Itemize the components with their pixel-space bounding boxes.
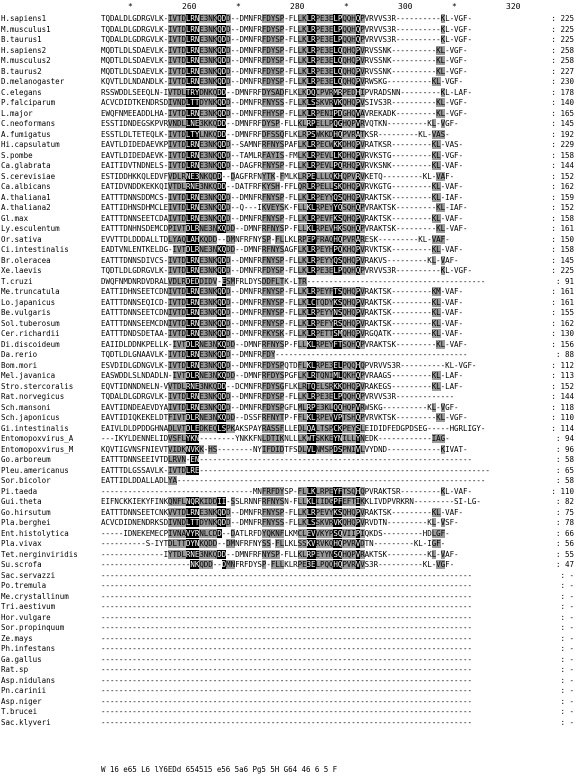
alignment-block [0,14,576,728]
residue-count: : - [560,675,574,685]
species-name: Tri.aestivum [1,602,56,611]
residue-count: : 140 [551,98,574,107]
residue-count: : - [560,717,574,727]
alignment-row [0,266,576,277]
alignment-row [0,151,576,162]
residue-count: : 114 [551,423,574,433]
alignment-row [0,424,576,435]
sequence-residues: TQDTLDLGDRGVLK-IVTDLRNE3NKQDD--DMNFRFDYSP-FLLKLRPE3ELPQQHQPVRVVS3R----------KL-VGF- [101,266,472,275]
alignment-row [0,403,576,414]
alignment-row [0,655,576,666]
sequence-residues: TQDALDLGDRGVLK-IVTDLRNE3NKQDD--DMNFRFDYSP-FLLKLRPE3ELPQQHQPVRVVS3R------------- [101,392,455,401]
residue-count: : - [560,602,574,611]
species-name: Ca.albicans [1,182,51,191]
residue-count: : - [560,581,574,590]
species-name: Stro.stercoralis [1,381,74,391]
sequence-residues: EATTTDNNSEETCDAIVTDLRNE3NKQDD--DMNFRFNYSP-FLLKLRPEVFKSQHQPVRAKTSK---------KL-VAF- [101,213,463,223]
alignment-row [0,371,576,382]
species-name: Ga.gallus [1,654,42,664]
residue-count: : - [560,707,574,716]
species-name: Gui.theta [1,497,42,506]
residue-count: : 258 [551,45,574,55]
residue-count: : 82 [555,497,574,506]
sequence-residues: EATTTDNNSEETCDNIVTDLRNE3NKQDD--DMNFRFNYSP-FLLKLRPEYYNSQHQPVRAKTSK---------KL-VAF- [101,308,463,317]
sequence-residues: ACVCDIDNENDRKSDIVNDLTTDYNKQDD--DMNFRFNYSS-FLLKLSSKVRVKQHQPVRVDTN---------KL-VSF- [101,518,459,527]
sequence-residues: EAVTLDIDEDAEVK-IVTDLRNE3NKQDD--TAMLRFAYIS-FMLKLRPEVLLKDHQPVRVKSTG---------KL-VGF- [101,150,463,160]
ruler-mark: * [128,2,133,11]
species-name: A.thaliana2 [1,203,51,212]
sequence-residues: EASWDDLSLNDADLN-IVTDLRNE3NKQDD--DMNFRFDYSPGFLKLRTQNIMLQKHQPVRAAGS---------KL-LAF- [101,371,463,380]
consensus-sequence: W 16 e65 L6 lY6EDd 654515 e56 5a6 Pg5 5H G64 46 6 5 F [101,765,338,774]
species-name: H.sapiens2 [1,45,47,55]
species-name: M.musculus1 [1,24,51,34]
sequence-residues: ----------------------------------------------------------------------------------- [101,707,472,716]
alignment-row [0,193,576,204]
alignment-row [0,518,576,529]
species-name: Me.truncatula [1,287,60,296]
alignment-row [0,581,576,592]
residue-count: : 152 [551,171,574,181]
residue-count: : 258 [551,56,574,65]
species-name: C.elegans [1,87,42,97]
sequence-residues: ESSTLDLTETEQLK-IVTDLTYLNKQDD--DMNFRFDFSSQFLKLRPSWKKDHQPVRATKSR---------KL-VAS- [101,129,450,139]
species-name: Or.sativa [1,234,42,244]
residue-count: : - [560,654,574,664]
alignment-row [0,550,576,561]
alignment-row [0,298,576,309]
sequence-residues: EATTIDLDDALLADLYA--------------------------------------------------------------------- [101,476,486,485]
alignment-row [0,571,576,582]
residue-count: : 162 [551,318,574,328]
species-name: Sol.tuberosum [1,318,60,328]
alignment-row [0,172,576,183]
alignment-row [0,392,576,403]
species-name: Asp.nidulans [1,675,56,685]
residue-count: : 130 [551,329,574,338]
residue-count: : 230 [551,77,574,86]
species-name: T.brucei [1,707,38,716]
alignment-row [0,88,576,99]
alignment-row [0,413,576,424]
alignment-row [0,434,576,445]
residue-count: : 88 [555,350,574,359]
alignment-row [0,361,576,372]
residue-count: : 152 [551,203,574,212]
species-name: Da.rerio [1,350,38,359]
sequence-residues: EATTTDNNSEQICD-IVTDLRNE3NKQDD--DMNFRFNYSP-FLLKLCTQDYKSQHQPVRAKTSK---------KL-VAF- [101,297,463,307]
species-name: Sac.klyveri [1,717,51,727]
alignment-row [0,140,576,151]
sequence-residues: EIFNCKKIEKYFINKQNFLNQRKIDDII-SSLRNNFRFNYSN-FLLKLIIDGPFEFTIKKLIVDPVRKRN---------SI-LG- [101,497,481,506]
species-name: A.fumigatus [1,129,51,139]
alignment-row [0,508,576,519]
alignment-row [0,718,576,729]
alignment-row [0,14,576,25]
alignment-row [0,476,576,487]
alignment-row [0,67,576,78]
species-name: Be.vulgaris [1,308,51,317]
alignment-row [0,224,576,235]
sequence-residues: ----------------------------------------------------------------------------------- [101,696,472,706]
residue-count: : 152 [551,381,574,391]
species-name: Rat.sp [1,665,29,674]
sequence-residues: TQDALDLGDRGVLK-IVTDLRNE3NKQDD--DMNFRFDYSP-FLLKLRPE3ELPQQHQPVRVVS3R----------KL-VGF- [101,35,472,44]
species-name: Tet.nerginviridis [1,549,78,559]
residue-count: : 94 [555,434,574,443]
ruler-mark: 280 [290,2,305,11]
residue-count: : 112 [551,360,574,370]
alignment-row [0,46,576,57]
alignment-row [0,602,576,613]
sequence-residues: EATTTDNNSDDMCS-IVTDLRNE3NKQDD--DMNFRFNYSP-FLLKLRPEYYQSQHQPVRAKTSK---------KL-IAF- [101,192,463,202]
sequence-residues: EATTTDNNSEEIVTDLRVN-EN------------------------------------------------------------- [101,455,472,464]
residue-count: : 158 [551,150,574,160]
sequence-residues: EQVTIDNNDNELN-VVTDLRNE3NKQDD--DCMNFRFDYSGFLKLRTQELSRKKDHQPVRAKEGS---------KL-LAF- [101,381,463,391]
residue-count: : 58 [555,476,574,485]
alignment-row [0,287,576,298]
sequence-residues: ----------------------------------------------------------------------------------- [101,717,472,727]
species-name: Gi.intestinalis [1,423,69,433]
alignment-row [0,560,576,571]
sequence-residues: EAVTLDIDEDAEVKPIVTDLRNE3NKQDD--SAMNFRFNYSPAFLKLRPECWKKDHQPVRATKSR---------KL-VAS- [101,140,463,149]
species-name: P.falciparum [1,98,56,107]
species-name: S.cerevisiae [1,171,56,181]
residue-count: : 47 [555,560,574,569]
sequence-residues: EATTTDNNSEEMCDNIVTDLRNE3NKQDD--DMNFRFNYSP-FLLKLRPEFYRSQHQPVRAKTSK---------KL-VAF- [101,318,463,328]
species-name: Pi.taeda [1,486,38,496]
species-name: Gl.max [1,213,29,223]
alignment-row [0,161,576,172]
alignment-row [0,109,576,120]
species-name: Ly.esculentum [1,224,60,233]
residue-count: : 118 [551,402,574,412]
sequence-residues: ----------------------------------------------------------------------------------- [101,591,472,601]
residue-count: : 158 [551,245,574,254]
alignment-row [0,119,576,130]
alignment-row [0,529,576,540]
species-name: Ph.infestans [1,644,56,653]
sequence-residues: MQDTLDLSDAEVLK-IVTDLRNE3NKQDD--DMNFRFDYSP-FLLKLRPE3ELQQHQPVRVSSNK----------KL-VGF- [101,45,468,55]
residue-count: : 65 [555,465,574,475]
species-name: T.cruzi [1,276,33,286]
species-name: A.thaliana1 [1,192,51,202]
species-name: Di.discoideum [1,339,60,349]
alignment-row [0,707,576,718]
alignment-row [0,686,576,697]
species-name: L.major [1,108,33,118]
alignment-row [0,466,576,477]
residue-count: : 91 [555,276,574,286]
sequence-residues: EATTIDHNSEETCDNIVTDLRNE3NKQDD--DMNFRFNYSP-FLLKLRPEYFTSQHQPVRAKTSK---------KM-VAF- [101,287,463,296]
residue-count: : - [560,591,574,601]
alignment-row [0,634,576,645]
sequence-residues: EATTTDNDSDETAA-IVTDLRNE3NKQDD--DMNFRFKYSK-FLLKLRPETTSMQHQPVRGQATK---------KL-VAF- [101,329,463,338]
sequence-residues: ----------------------------------------------------------------------------------- [101,654,472,664]
species-name: D.melanogaster [1,77,65,86]
sequence-residues: TQDTLDLGNAAVLK-IVTDLRNE3NKQDD--DMNFRFDY------------------------------------------- [101,350,468,359]
species-name: Bom.mori [1,360,38,370]
sequence-residues: ----------------------------------MNFRFDYSP-FLLKLRPEYFTSQHQPVRAKTSR---------KL-VAF- [101,486,472,496]
species-name: H.sapiens1 [1,14,47,23]
alignment-row [0,592,576,603]
species-name: Sor.bicolor [1,476,51,485]
alignment-row [0,235,576,246]
residue-count: : 227 [551,66,574,76]
alignment-row [0,350,576,361]
residue-count: : - [560,612,574,622]
sequence-residues: KQVTIGVNSFNIEVTVIDKNVKK-HS--------NYIFDIDTFSDLVLNMSPDSPNIVLVYDND------------KIVAT- [101,444,468,454]
alignment-row [0,623,576,634]
residue-count: : 150 [551,234,574,244]
sequence-residues: DWQFNMDNRDVDRALVDLRDEDDIDV-ESMFRLDYSDDFLTK-LTR---------------------------------------- [101,276,486,286]
sequence-residues: ESSTIDNDEGSKPVRVNDLLNE3KKQDD--DMNFRFDYSP-FLLKLRPELLPQGHQPVRVQTKN---------KL-VGF- [101,119,459,128]
sequence-residues: EAVTIDIQKEKELDTFIVTDLRNE3NKQDD--DSSFRFNYTP-FFLKLRPEVVPTSHQPVRVKTSK---------KL-VGF- [101,413,468,422]
alignment-row [0,665,576,676]
alignment-row [0,245,576,256]
species-name: Sor.propinquum [1,623,65,632]
residue-count: : - [560,633,574,643]
species-name: Sch.mansoni [1,402,51,412]
species-name: Pn.carinii [1,686,47,695]
species-name: Ent.histolytica [1,528,69,538]
alignment-row [0,487,576,498]
sequence-residues: ---IKYLDENNELIDVSFLYKN--------YNKKFNLDTIKNLLLKWTSKKEYNILLYNEDK------------IAG- [101,434,450,443]
alignment-row [0,130,576,141]
species-name: Pleu.americanus [1,465,69,475]
residue-count: : 156 [551,339,574,349]
species-name: C.neoformans [1,119,56,128]
residue-count: : 144 [551,161,574,170]
alignment-row [0,203,576,214]
sequence-residues: ----------------------------------------------------------------------------------- [101,570,472,580]
residue-count: : 96 [555,444,574,454]
sequence-residues: EADTVNLENTKELDG-IVTDLRNE3NKQDD--DMNFRFNYSAGFLKLRPEYHPQKHQPVRVKTSK---------KL-VAF- [101,245,463,254]
sequence-residues: ----------------------------------------------------------------------------------- [101,612,472,622]
sequence-residues: TQDALDLGDRGVLK-IVTDLRNE3NKQDD--DMNFRFDYSP-FLLKLRPE3ELPQQHQPVRVVS3R----------KL-VGF- [101,24,472,34]
species-name: Pla.berghei [1,518,51,527]
residue-count: : 75 [555,507,574,517]
sequence-residues: EATTTDLGSSAVLK-IVTDLRE----------------------------------------------------------------- [101,465,490,475]
sequence-residues: EAITIDVTNDNELS-IVTDLRNE3NKQDD--DAGFRFNYSP-FLLKLRPEVLPQRHQPVRVKSNK---------KL-VAF- [101,161,463,170]
residue-count: : 155 [551,308,574,317]
sequence-residues: KQVTLDLNDANDLK-IVTDLRNE3NKQDD--DMNFRFDYSP-FLLKLRPE3ELQQHQPVRWSKG----------KL-VGF- [101,77,463,86]
residue-count: : 229 [551,140,574,149]
species-name: Me.crystallinum [1,591,69,601]
residue-count: : 225 [551,35,574,44]
sequence-residues: EATTTDNHNSDEMCDPIVTDLRNE3NKQDD--DMNFRFNYSP-FLLKLRPEVHKSQHQPVRAKTSK---------KL-VAF- [101,224,468,233]
sequence-residues: ----------------------------------------------------------------------------------- [101,623,472,632]
sequence-residues: ----------------------------------------------------------------------------------- [101,581,472,590]
species-name: S.pombe [1,150,33,160]
residue-count: : 113 [551,371,574,380]
sequence-residues: ACVCDIDTKENDRSDIVNDLTTDYNKQDD--DMNFRFNYSS-FLLKLSSKVRVKQHQPVSIVS3R----------KL-VGF- [101,98,468,107]
residue-count: : - [560,644,574,653]
species-name: Su.scrofa [1,560,42,569]
alignment-row [0,77,576,88]
residue-count: : 110 [551,413,574,422]
sequence-residues: ----------------------------------------------------------------------------------- [101,633,472,643]
alignment-row [0,539,576,550]
alignment-row [0,497,576,508]
residue-count: : - [560,686,574,695]
residue-count: : 165 [551,108,574,118]
residue-count: : 66 [555,528,574,538]
residue-count: : 58 [555,455,574,464]
species-name: Hi.capsulatum [1,140,60,149]
species-name: Ze.mays [1,633,33,643]
residue-count: : 192 [551,129,574,139]
sequence-residues: ----------------------------------------------------------------------------------- [101,675,472,685]
residue-count: : - [560,696,574,706]
sequence-residues: ESTIDDHKKQLEDVFVDLRNE3NKQDD--DAGFRFNYTK-FMLKLRPELLLQKHQPVRVKETQ---------KL-VAF- [101,171,455,181]
residue-count: : 178 [551,87,574,97]
alignment-row [0,308,576,319]
alignment-row [0,340,576,351]
ruler-mark: 320 [506,2,521,11]
sequence-residues: EVVTTDLDDDALLTDLYAQLAHKQDD--DMNFRFNYSP-FLLKLRPEPFRAQHQPVRARESK---------KL-VAF- [101,234,450,244]
alignment-row [0,644,576,655]
sequence-residues: ESVDIDLGDNGVLK-IVTDLRNE3NKQDD--DMNFRFDYSPQTDFLKLRPE3ELPQQHQPVRVVS3R----------KL-VGF- [101,360,477,370]
alignment-row [0,382,576,393]
residue-count: : 145 [551,255,574,265]
sequence-residues: RSSWDDLSEEQLN-IVTDLTRYDNKQDD--DMNFRFDYSADFLKLKDQCPVRMRPEDHIPVRADSNN---------KL-LAF- [101,87,472,97]
alignment-row [0,256,576,267]
sequence-residues: EAIVLDLDPDDGHNADLVTDLEDKEQLSPKAKSPAYRASSFLLEDLQALTSPCKPEYSLEIDIDFEDGPDSEG-----HGRLIGY- [101,423,486,433]
sequence-residues: EATTIDHNSDHMCLEIVTDLRNE3NKQDD--Q---IKVEYSK-FLLKLRPEYYQSQHQPVRAKTSK---------KL-IAF- [101,203,468,212]
species-name: Asp.niger [1,696,42,706]
residue-count: : 225 [551,266,574,275]
alignment-row [0,35,576,46]
species-name: Po.tremula [1,581,47,590]
residue-count: : 161 [551,287,574,296]
species-name: Mel.javanica [1,371,56,380]
residue-count: : 159 [551,192,574,202]
sequence-residues: EATIDVNDDKEKKQIVTDLRNE3NKQDD--DATFRFKYSH-FFLQRLRPELLSKDHQPVRVKGTG---------KL-VAF- [101,182,463,191]
ruler-mark: 260 [182,2,197,11]
consensus-line [0,764,576,776]
species-name: Pla.vivax [1,539,42,548]
species-name: Rat.norvegicus [1,392,65,401]
residue-count: : 158 [551,213,574,223]
sequence-residues: ----------------------------------------------------------------------------------- [101,602,472,611]
species-name: Br.oleracea [1,255,51,265]
residue-count: : 55 [555,549,574,559]
residue-count: : 161 [551,224,574,233]
species-name: Sac.servazzi [1,570,56,580]
sequence-residues: ----------------------------------------------------------------------------------- [101,665,472,674]
sequence-residues: EAVTIDNDEAEVDYAIVTDLRNE3NKQDD--DMNFRFDYSPGFLMLRPE3KLQQHQPVRWSKG----------KL-VGF- [101,402,459,412]
alignment-row [0,455,576,466]
species-name: Go.arboreum [1,455,51,464]
alignment-row [0,319,576,330]
alignment-row [0,182,576,193]
species-name: M.musculus2 [1,56,51,65]
sequence-residues: EATTTDNNSDIVCS-IVTDLRNE3NKQDD--DMNFRFNYSP-FLLKLRPEYYQSQHQPVRAKVS---------KL-VAF- [101,255,459,265]
residue-count: : - [560,665,574,674]
species-name: Go.hirsutum [1,507,51,517]
alignment-row [0,329,576,340]
alignment-row [0,697,576,708]
position-ruler [0,0,576,14]
sequence-residues: MQDTLDLSDAEVLK-IVTDLRNE3NKQDD--DMNFRFDYSP-FLLKLRPE3ELQQHQPVRVSSNK----------KL-VGF- [101,66,468,76]
species-name: B.taurus1 [1,35,42,44]
sequence-residues: ----------S-IYTDLTTDYNKQDD--DMNFRFNYSS-FLLKLSSKVRVKQHQPVRVDTN---------KL-IGF- [101,539,446,548]
species-name: Ci.intestinalis [1,245,69,254]
alignment-row [0,25,576,36]
species-name: Entomopoxvirus_A [1,434,74,443]
residue-count: : - [560,623,574,632]
residue-count: : - [560,570,574,580]
ruler-mark: * [344,2,349,11]
alignment-row [0,445,576,456]
residue-count: : 110 [551,486,574,496]
species-name: Cer.richardii [1,329,60,338]
sequence-residues: TQDALDLGDRGVLK-IVTDLRNE3NKQDD--DMNFRFDYSP-FLLKLRPE3ELPQQHQPVRVVS3R----------KL-VGF- [101,14,472,23]
residue-count: : 78 [555,518,574,527]
sequence-residues: EATTTDNNSEETCNKVVTDLRNE3NKQDD--DMNFRFNYSP-FLLKLRPEVYKSQHQPVRAKTSK---------KL-VAF- [101,507,463,517]
residue-count: : 161 [551,297,574,307]
alignment-row [0,277,576,288]
ruler-mark: 300 [398,2,413,11]
residue-count: : 145 [551,119,574,128]
species-name: Ca.glabrata [1,161,51,170]
residue-count: : 162 [551,182,574,191]
residue-count: : 225 [551,24,574,34]
alignment-row [0,56,576,67]
species-name: Sch.japonicus [1,413,60,422]
species-name: B.taurus2 [1,66,42,76]
alignment-row [0,676,576,687]
sequence-residues: -----IDNEKEMECPIVNAVYRNLCDD--DATLRFDYQKNFLKMCLEVVKYPSQVIIPIQKDS---------HDLGF- [101,528,450,538]
sequence-residues: --------------------NKQDD--DMNFRFDYSP-FLLKLRPE3ELPQQHQPVRVVS3R----------KL-VGF- [101,560,455,569]
sequence-residues: EWQFNMEEADDLHA-IVTDLRNE3NKQDD--DMNFRFHYSP-FLLKLRPENIPDGHQVAVREKADK---------KL-VGF- [101,108,468,118]
species-name: Entomopoxvirus_M [1,444,74,454]
alignment-row [0,98,576,109]
sequence-residues: EAIIDLDDNKPELLK-IVTDLRNE3NKQDD--DMNFRFNYSP-FLLKLRPEYFTSQHQPVRAKTSK---------KL-VAF- [101,339,468,349]
sequence-residues: MQDTLDLSDAEVLK-IVTDLRNE3NKQDD--DMNFRFDYSP-FLLKLRPE3ELQQHQPVRVSSNK----------KL-VGF- [101,56,468,65]
ruler-mark: * [452,2,457,11]
species-name: Lo.japanicus [1,297,56,307]
residue-count: : 56 [555,539,574,548]
alignment-row [0,613,576,624]
sequence-residues: --------------IYTDLRNE3NKQDD--DMNFRFNYSP-FLLKLRPEYYNSQHQPVRAKTSK---------KL-VAF- [101,549,459,559]
species-name: Xe.laevis [1,266,42,275]
sequence-residues: ----------------------------------------------------------------------------------- [101,686,472,695]
species-name: Hor.vulgare [1,612,51,622]
residue-count: : 225 [551,14,574,23]
sequence-residues: ----------------------------------------------------------------------------------- [101,644,472,653]
ruler-mark: * [236,2,241,11]
alignment-row [0,214,576,225]
residue-count: : 144 [551,392,574,401]
